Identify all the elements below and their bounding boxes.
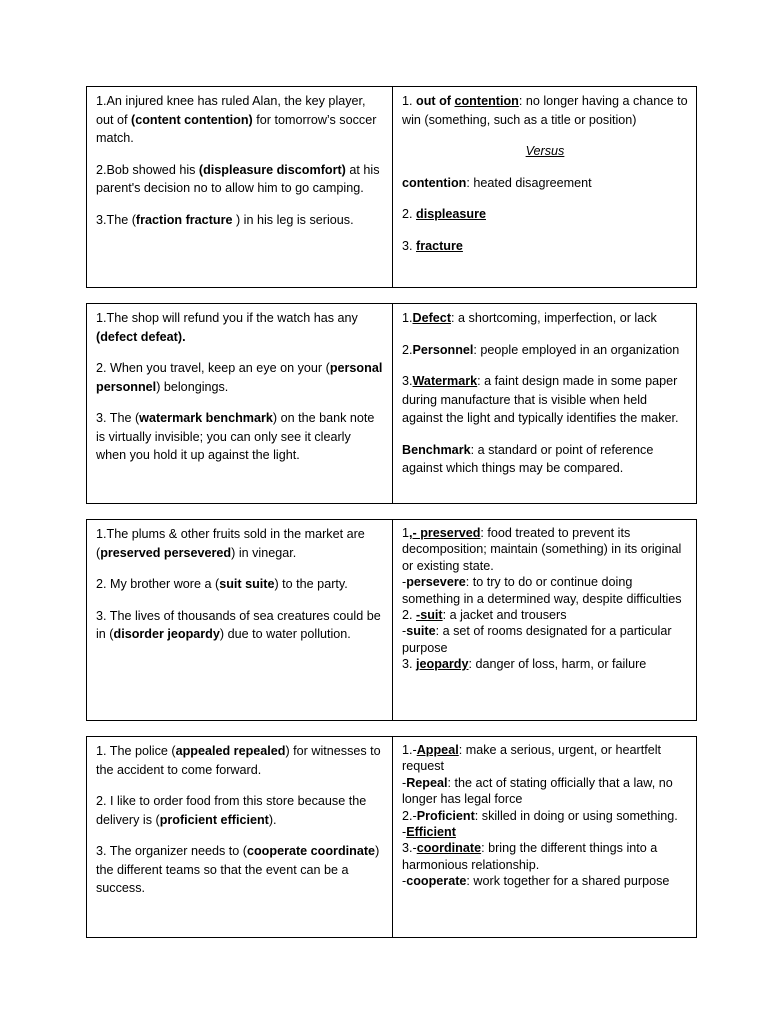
definition-paragraph xyxy=(402,873,688,889)
body-text: 3. The ( xyxy=(96,411,140,425)
body-text: 3. xyxy=(402,657,417,672)
body-text: ) on the bank note is virtually invisible; you can only see it clearly when you hold it up against the light. xyxy=(96,411,375,462)
definitions-column xyxy=(393,304,696,503)
term-text: cooperate xyxy=(406,874,467,889)
body-text: ) in vinegar. xyxy=(231,545,297,560)
term-text: displeasure xyxy=(416,207,487,221)
question-paragraph xyxy=(96,742,384,779)
body-text: 1.- xyxy=(402,743,417,757)
term-text: disorder jeopardy xyxy=(113,627,220,641)
body-text: 3. xyxy=(402,374,413,388)
term-text: Benchmark xyxy=(402,442,471,457)
definition-paragraph xyxy=(402,656,688,672)
term-text: contention xyxy=(402,175,467,190)
term-text: proficient efficient xyxy=(159,812,269,827)
body-text: 1.The plums & other fruits sold in the market are ( xyxy=(96,527,365,560)
definition-paragraph xyxy=(402,92,688,129)
definition-paragraph xyxy=(402,775,688,808)
question-paragraph xyxy=(96,575,384,594)
term-text: fraction fracture xyxy=(135,212,233,227)
term-text: appealed repealed xyxy=(175,744,286,758)
definition-paragraph xyxy=(402,607,688,623)
term-text: Defect xyxy=(412,311,452,325)
term-text: fracture xyxy=(416,238,463,253)
question-paragraph xyxy=(96,525,384,562)
term-text: suit suite xyxy=(219,577,275,591)
term-text: (displeasure discomfort) xyxy=(198,162,346,177)
body-text: at his parent's decision no to allow him to go camping. xyxy=(96,162,380,195)
term-text: out of xyxy=(416,94,455,108)
body-text: 3. The lives of thousands of sea creatures could be in ( xyxy=(96,608,381,641)
body-text: ) the different teams so that the event can be a success. xyxy=(96,844,380,895)
body-text: : a standard or point of reference against which things may be compared. xyxy=(402,442,654,475)
vocab-card-4 xyxy=(86,736,697,938)
body-text: : a shortcoming, imperfection, or lack xyxy=(451,311,657,325)
body-text: ) due to water pollution. xyxy=(219,627,351,641)
question-paragraph xyxy=(96,211,384,230)
term-text: -suit xyxy=(416,608,443,623)
body-text: 2.Bob showed his xyxy=(96,162,199,177)
term-text: preserved persevered xyxy=(100,545,232,560)
vocab-card-2 xyxy=(86,303,697,504)
definitions-column xyxy=(393,87,696,287)
body-text: : people employed in an organization xyxy=(473,342,680,357)
body-text: : food treated to prevent its decomposition; maintain (something) in its original or existing state. xyxy=(402,526,682,573)
definition-paragraph xyxy=(402,824,688,840)
term-text: cooperate coordinate xyxy=(246,844,376,858)
term-text: Repeal xyxy=(406,775,448,790)
body-text: 1.An injured knee has ruled Alan, the key player, out of xyxy=(96,94,366,127)
body-text: : skilled in doing or using something. xyxy=(474,808,678,823)
term-text: suite xyxy=(406,624,436,639)
body-text: : work together for a shared purpose xyxy=(466,874,670,889)
body-text: : make a serious, urgent, or heartfelt request xyxy=(402,743,662,774)
questions-column xyxy=(87,737,393,937)
body-text: 3. xyxy=(402,238,417,253)
question-paragraph xyxy=(96,409,384,465)
definition-paragraph xyxy=(402,808,688,824)
body-text: 2. When you travel, keep an eye on your ( xyxy=(96,361,330,375)
definition-paragraph xyxy=(402,372,688,428)
definition-paragraph xyxy=(402,623,688,656)
body-text: 2.- xyxy=(402,808,417,823)
body-text: 1. xyxy=(402,94,417,108)
vocab-card-3 xyxy=(86,519,697,721)
term-text: personal personnel xyxy=(96,361,383,394)
term-text: Personnel xyxy=(412,342,474,357)
body-text: 1 xyxy=(402,526,410,540)
definition-paragraph xyxy=(402,309,688,328)
body-text: : danger of loss, harm, or failure xyxy=(468,657,647,672)
body-text: 1. xyxy=(402,311,413,325)
body-text: ). xyxy=(268,812,277,827)
definition-paragraph xyxy=(402,441,688,478)
term-text: coordinate xyxy=(416,841,482,856)
question-paragraph xyxy=(96,792,384,829)
question-paragraph xyxy=(96,309,384,346)
definition-paragraph xyxy=(402,205,688,224)
definition-paragraph xyxy=(402,574,688,607)
questions-column xyxy=(87,520,393,720)
body-text: : a jacket and trousers xyxy=(442,608,567,623)
body-text: 2. xyxy=(402,608,417,623)
question-paragraph xyxy=(96,92,384,148)
term-text: ,- preserved xyxy=(409,526,481,540)
question-paragraph xyxy=(96,359,384,396)
definition-paragraph xyxy=(402,525,688,574)
body-text: - xyxy=(402,624,407,639)
question-paragraph xyxy=(96,161,384,198)
body-text: - xyxy=(402,775,407,790)
term-text: Efficient xyxy=(406,825,456,840)
body-text: 3.The ( xyxy=(96,212,136,227)
body-text: ) for witnesses to the accident to come forward. xyxy=(96,744,381,777)
body-text: 2. xyxy=(402,342,413,357)
body-text: : a set of rooms designated for a particular purpose xyxy=(402,624,672,655)
body-text: for tomorrow’s soccer match. xyxy=(96,112,377,145)
question-paragraph xyxy=(96,842,384,898)
body-text: 1. The police ( xyxy=(96,744,176,758)
body-text: - xyxy=(402,825,407,840)
body-text: : to try to do or continue doing something in a determined way, despite difficulties xyxy=(402,575,682,606)
term-text: Proficient xyxy=(416,808,475,823)
definitions-column xyxy=(393,737,696,937)
body-text: 2. xyxy=(402,207,417,221)
body-text: 2. I like to order food from this store because the delivery is ( xyxy=(96,794,367,827)
body-text: 2. My brother wore a ( xyxy=(96,577,220,591)
body-text: : bring the different things into a harmonious relationship. xyxy=(402,841,658,872)
body-text: : heated disagreement xyxy=(466,175,592,190)
term-text: persevere xyxy=(406,575,466,590)
definition-paragraph xyxy=(402,341,688,360)
body-text: ) to the party. xyxy=(274,577,348,591)
definition-paragraph xyxy=(402,174,688,193)
questions-column xyxy=(87,87,393,287)
questions-column xyxy=(87,304,393,503)
question-paragraph xyxy=(96,607,384,644)
body-text: - xyxy=(402,874,407,889)
definitions-column xyxy=(393,520,696,720)
body-text: Versus xyxy=(525,144,565,158)
vocab-card-1 xyxy=(86,86,697,288)
body-text: 1.The shop will refund you if the watch has any xyxy=(96,311,358,325)
body-text: ) belongings. xyxy=(156,379,229,394)
body-text: : no longer having a chance to win (something, such as a title or position) xyxy=(402,94,688,127)
term-text: (content contention) xyxy=(131,112,253,127)
term-text: Watermark xyxy=(412,374,478,388)
definition-paragraph xyxy=(402,840,688,873)
term-text: Appeal xyxy=(416,743,459,757)
body-text: : the act of stating officially that a law, no longer has legal force xyxy=(402,775,673,807)
body-text: 3. The organizer needs to ( xyxy=(96,844,247,858)
term-text: watermark benchmark xyxy=(139,411,273,425)
term-text: jeopardy xyxy=(416,657,469,672)
body-text: - xyxy=(402,575,407,590)
term-text: contention xyxy=(454,94,519,108)
term-text: (defect defeat). xyxy=(96,329,186,344)
definition-paragraph xyxy=(402,142,688,161)
body-text: ) in his leg is serious. xyxy=(232,212,354,227)
definition-paragraph xyxy=(402,237,688,256)
body-text: : a faint design made in some paper during manufacture that is visible when held against the light and typically identifies the maker. xyxy=(402,374,679,425)
definition-paragraph xyxy=(402,742,688,775)
body-text: 3.- xyxy=(402,841,417,856)
